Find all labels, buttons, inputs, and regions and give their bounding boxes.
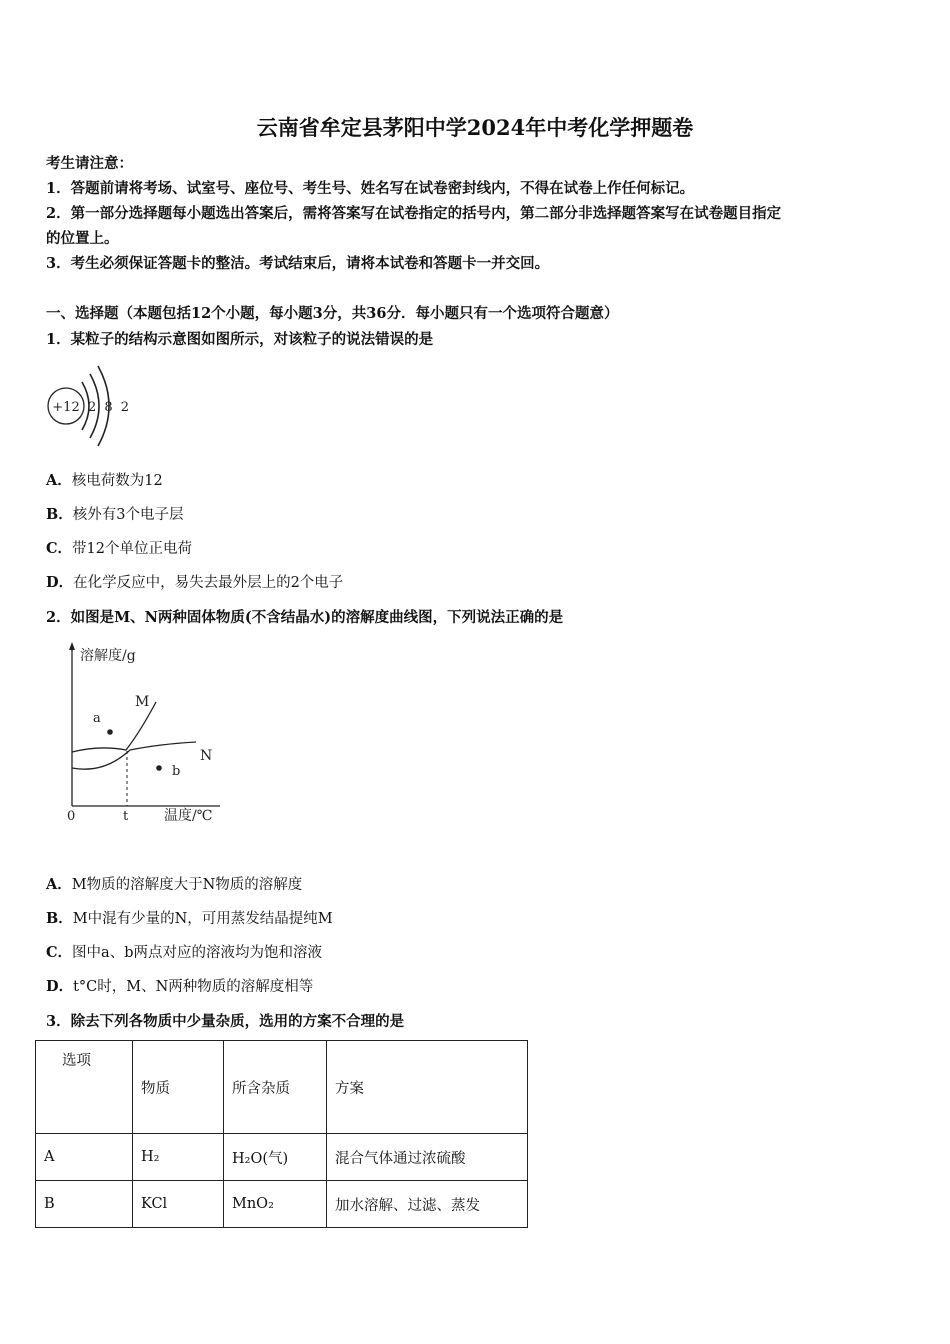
cell-substance: KCl [133, 1181, 224, 1228]
option-text: t°C时，M、N两种物质的溶解度相等 [73, 979, 314, 995]
q3-table [35, 1040, 528, 1228]
t-label: t [123, 809, 129, 824]
atom-structure-diagram [40, 358, 140, 458]
option-letter: B． [46, 506, 73, 523]
q2-option-d[interactable] [46, 975, 313, 996]
table-header-row [36, 1041, 528, 1134]
point-b [156, 765, 162, 771]
cell-method: 混合气体通过浓硫酸 [327, 1134, 528, 1181]
q1-option-b[interactable] [46, 503, 184, 524]
option-text: 核电荷数为12 [71, 473, 163, 489]
y-axis-arrow [69, 642, 75, 650]
option-text: M中混有少量的N，可用蒸发结晶提纯M [72, 911, 333, 927]
cell-impurity: H₂O(气) [224, 1134, 327, 1181]
option-text: 图中a、b两点对应的溶液均为饱和溶液 [72, 945, 322, 961]
origin-label: 0 [67, 809, 76, 824]
cell-option: A [36, 1134, 133, 1181]
option-letter: D． [46, 978, 74, 995]
shell-electrons: 2 8 2 [88, 400, 132, 415]
solubility-graph [60, 640, 230, 830]
q1-option-a[interactable] [46, 469, 163, 490]
cell-method: 加水溶解、过滤、蒸发 [327, 1181, 528, 1228]
q2-option-b[interactable] [46, 907, 333, 928]
option-letter: C． [46, 944, 73, 961]
option-text: 在化学反应中，易失去最外层上的2个电子 [73, 575, 344, 591]
option-letter: D． [46, 574, 74, 591]
option-text: 核外有3个电子层 [72, 507, 184, 523]
header-option: 选项 [36, 1041, 133, 1134]
option-text: 带12个单位正电荷 [72, 541, 192, 557]
point-a [107, 729, 113, 735]
y-axis-label: 溶解度/g [80, 648, 136, 664]
option-letter: B． [46, 910, 73, 927]
q1-option-d[interactable] [46, 571, 343, 592]
notice-item-3: 3．考生必须保证答题卡的整洁。考试结束后，请将本试卷和答题卡一并交回。 [46, 255, 550, 272]
notice-heading: 考生请注意： [46, 155, 133, 172]
q1-stem: 1．某粒子的结构示意图如图所示，对该粒子的说法错误的是 [46, 331, 434, 348]
option-letter: A． [46, 876, 72, 893]
point-b-label: b [172, 764, 181, 779]
cell-substance: H₂ [133, 1134, 224, 1181]
table-row [36, 1181, 528, 1228]
q2-stem: 2．如图是M、N两种固体物质(不含结晶水)的溶解度曲线图，下列说法正确的是 [46, 609, 564, 626]
option-text: M物质的溶解度大于N物质的溶解度 [71, 877, 303, 893]
notice-item-2: 2．第一部分选择题每小题选出答案后，需将答案写在试卷指定的括号内，第二部分非选择题答案写在试卷题目指定 [46, 205, 782, 222]
option-letter: C． [46, 540, 73, 557]
cell-option: B [36, 1181, 133, 1228]
notice-item-1: 1．答题前请将考场、试室号、座位号、考生号、姓名写在试卷密封线内，不得在试卷上作任何标记。 [46, 180, 695, 197]
notice-item-2-cont: 的位置上。 [46, 230, 119, 247]
header-method: 方案 [327, 1041, 528, 1134]
q2-option-c[interactable] [46, 941, 322, 962]
option-letter: A． [46, 472, 72, 489]
section-heading: 一、选择题（本题包括12个小题，每小题3分，共36分．每小题只有一个选项符合题意） [46, 305, 619, 322]
page-title: 云南省牟定县茅阳中学2024年中考化学押题卷 [256, 115, 694, 140]
x-axis-label: 温度/℃ [164, 808, 213, 824]
nucleus-charge: +12 [52, 400, 80, 415]
q2-option-a[interactable] [46, 873, 302, 894]
q1-option-c[interactable] [46, 537, 192, 558]
table-row [36, 1134, 528, 1181]
header-substance: 物质 [133, 1041, 224, 1134]
curve-m-label: M [135, 694, 150, 710]
curve-n-label: N [200, 748, 213, 764]
cell-impurity: MnO₂ [224, 1181, 327, 1228]
point-a-label: a [93, 711, 101, 726]
q3-stem: 3．除去下列各物质中少量杂质，选用的方案不合理的是 [46, 1013, 405, 1030]
header-impurity: 所含杂质 [224, 1041, 327, 1134]
